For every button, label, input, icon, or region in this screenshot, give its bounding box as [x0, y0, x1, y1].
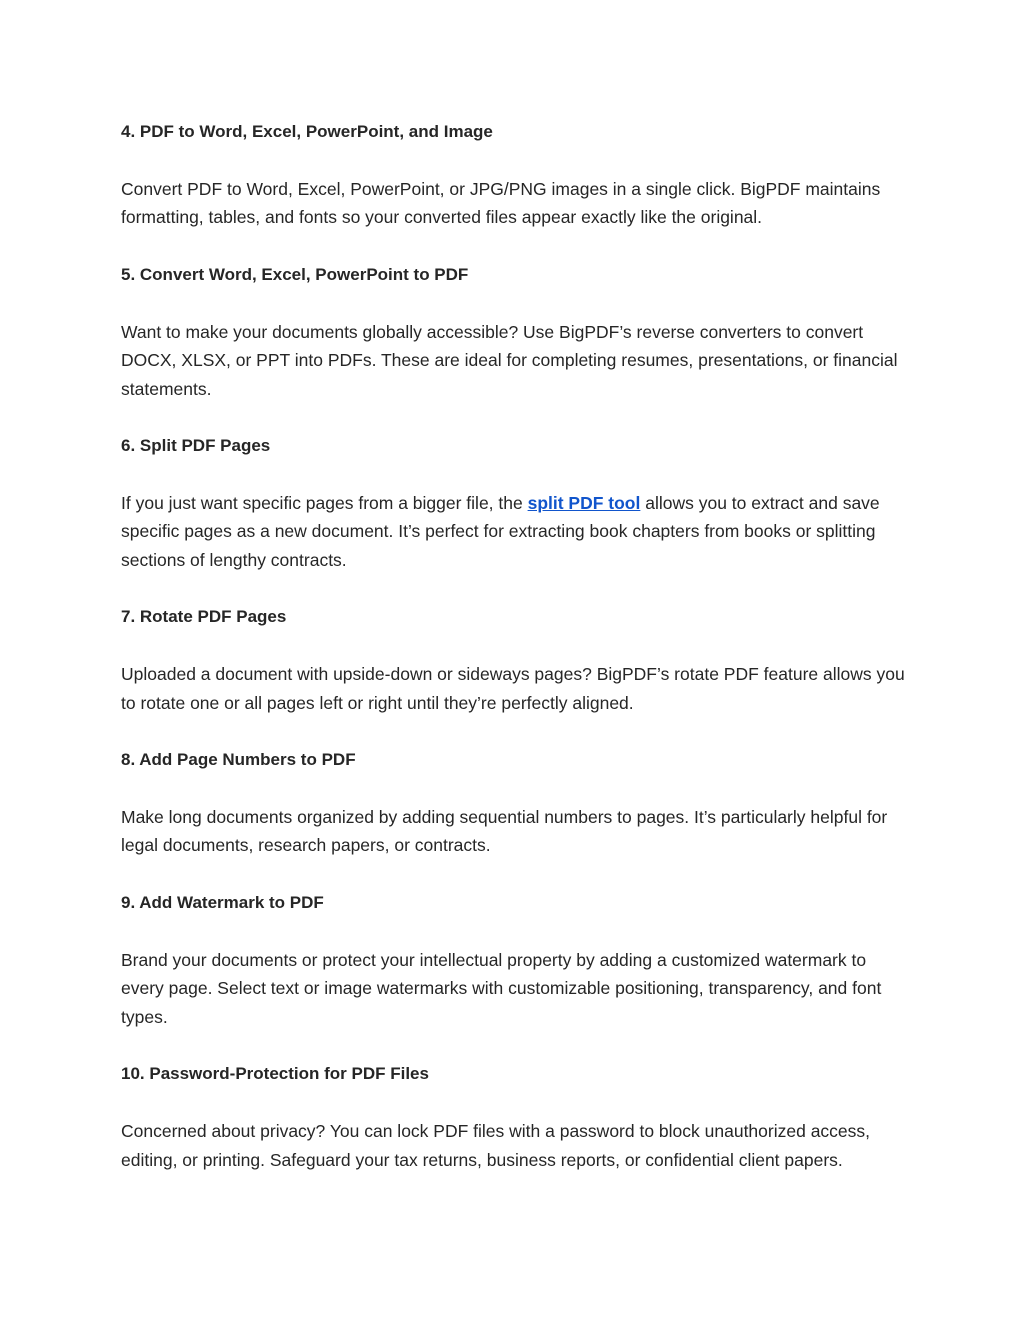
section-watermark — [121, 889, 911, 1031]
section-body-text-after-link: allows you to extract and save specific pages as a new document. It’s perfect for extracting book chapters from books or splitting sections of lengthy contracts. — [121, 493, 880, 570]
section-page-numbers — [121, 746, 911, 860]
section-body: Uploaded a document with upside-down or sideways pages? BigPDF’s rotate PDF feature allows you to rotate one or all pages left or right until they’re perfectly aligned. — [121, 664, 905, 713]
document-page — [121, 118, 911, 1203]
section-body: Make long documents organized by adding sequential numbers to pages. It’s particularly helpful for legal documents, research papers, or contracts. — [121, 807, 888, 856]
section-body: Brand your documents or protect your intellectual property by adding a customized watermark to every page. Select text or image watermarks with customizable positioning, transparency, and font types. — [121, 949, 882, 1027]
section-body: Convert PDF to Word, Excel, PowerPoint, or JPG/PNG images in a single click. BigPDF maintains formatting, tables, and fonts so your converted files appear exactly like the original. — [121, 179, 881, 228]
section-rotate-pdf — [121, 603, 911, 717]
section-heading: 5. Convert Word, Excel, PowerPoint to PDF — [121, 264, 469, 284]
section-heading: 8. Add Page Numbers to PDF — [121, 750, 356, 770]
section-body: Want to make your documents globally accessible? Use BigPDF’s reverse converters to convert DOCX, XLSX, or PPT into PDFs. These are ideal for completing resumes, presentations, or financial statements. — [121, 321, 898, 399]
section-body: Concerned about privacy? You can lock PDF files with a password to block unauthorized access, editing, or printing. Safeguard your tax returns, business reports, or confidential client papers. — [121, 1121, 871, 1170]
section-heading: 10. Password-Protection for PDF Files — [121, 1064, 429, 1084]
split-pdf-tool-link[interactable]: split PDF tool — [527, 493, 641, 514]
section-convert-to-pdf — [121, 261, 911, 403]
section-split-pdf — [121, 432, 911, 574]
section-heading: 6. Split PDF Pages — [121, 436, 271, 456]
section-pdf-to-word — [121, 118, 911, 232]
section-body — [121, 489, 911, 574]
section-password-protection — [121, 1060, 911, 1174]
section-heading: 7. Rotate PDF Pages — [121, 607, 287, 627]
section-heading: 9. Add Watermark to PDF — [121, 892, 324, 912]
section-body-text-before-link: If you just want specific pages from a bigger file, the — [121, 493, 528, 514]
section-heading: 4. PDF to Word, Excel, PowerPoint, and Image — [121, 122, 493, 141]
